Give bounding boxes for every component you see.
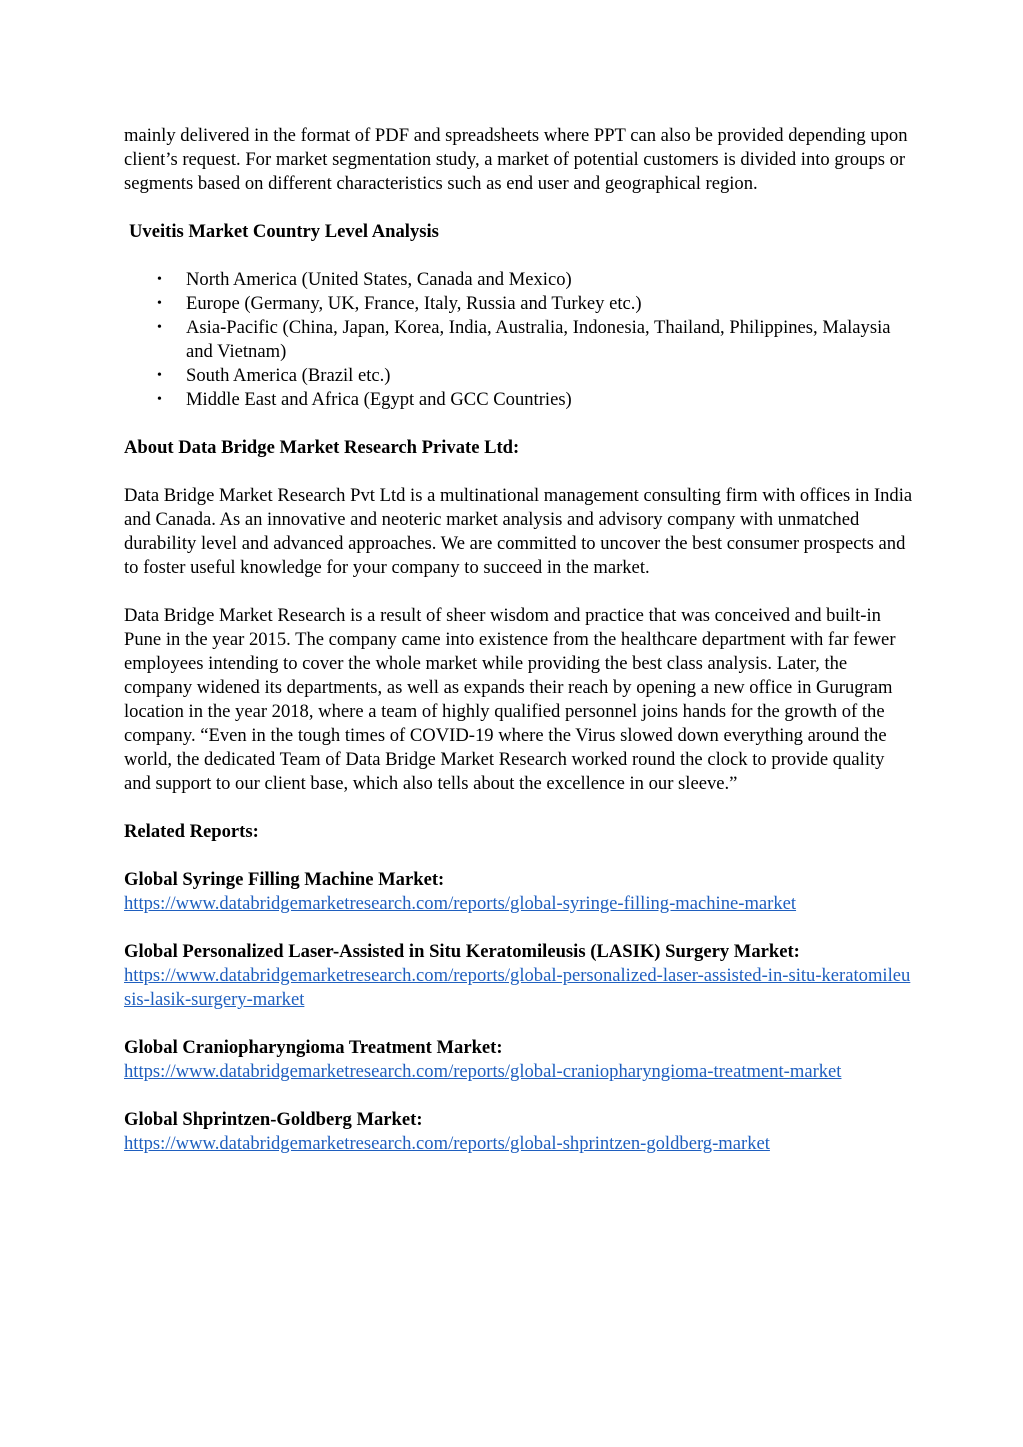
report-link[interactable]: https://www.databridgemarketresearch.com/reports/global-syringe-filling-machine-market bbox=[124, 893, 797, 914]
region-list bbox=[124, 268, 914, 412]
bullet-icon: • bbox=[157, 392, 162, 407]
report-title: Global Personalized Laser-Assisted in Situ Keratomileusis (LASIK) Surgery Market: bbox=[124, 941, 800, 962]
bullet-icon: • bbox=[157, 272, 162, 287]
about-heading: About Data Bridge Market Research Private Ltd: bbox=[124, 437, 520, 458]
list-item: • North America (United States, Canada and Mexico) bbox=[157, 269, 572, 290]
bullet-icon: • bbox=[157, 296, 162, 311]
about-paragraph-1: Data Bridge Market Research Pvt Ltd is a multinational management consulting firm with offices in India and Canada. As an innovative and neoteric market analysis and advisory company with unmatched durability level and advanced approaches. We are committed to uncover the best consumer prospects and to foster useful knowledge for your company to succeed in the market. bbox=[124, 485, 913, 578]
country-analysis-heading: Uveitis Market Country Level Analysis bbox=[129, 221, 439, 242]
list-item: • Middle East and Africa (Egypt and GCC Countries) bbox=[157, 389, 572, 410]
intro-paragraph: mainly delivered in the format of PDF and spreadsheets where PPT can also be provided depending upon client’s request. For market segmentation study, a market of potential customers is divided into groups or segments based on different characteristics such as end user and geographical region. bbox=[124, 125, 908, 194]
report-link[interactable]: https://www.databridgemarketresearch.com/reports/global-craniopharyngioma-treatment-market bbox=[124, 1061, 842, 1082]
related-report bbox=[124, 940, 914, 1012]
bullet-icon: • bbox=[157, 368, 162, 383]
about-paragraph-2: Data Bridge Market Research is a result of sheer wisdom and practice that was conceived and built-in Pune in the year 2015. The company came into existence from the healthcare department with far fewer employees intending to cover the whole market while providing the best class analysis. Later, the company widened its departments, as well as expands their reach by opening a new office in Gurugram location in the year 2018, where a team of highly qualified personnel joins hands for the growth of the company. “Even in the tough times of COVID-19 where the Virus slowed down everything around the world, the dedicated Team of Data Bridge Market Research worked round the clock to provide quality and support to our client base, which also tells about the excellence in our sleeve.” bbox=[124, 605, 896, 794]
list-item: • Europe (Germany, UK, France, Italy, Russia and Turkey etc.) bbox=[157, 293, 642, 314]
report-link[interactable]: https://www.databridgemarketresearch.com/reports/global-shprintzen-goldberg-market bbox=[124, 1133, 770, 1154]
list-item: • Asia-Pacific (China, Japan, Korea, India, Australia, Indonesia, Thailand, Philippines, Malaysia and Vietnam) bbox=[157, 317, 891, 362]
related-report bbox=[124, 1036, 914, 1084]
document-page bbox=[124, 124, 914, 1156]
list-item: • South America (Brazil etc.) bbox=[157, 365, 391, 386]
related-report bbox=[124, 1108, 914, 1156]
bullet-icon: • bbox=[157, 320, 162, 335]
report-link[interactable]: https://www.databridgemarketresearch.com/reports/global-personalized-laser-assisted-in-situ-keratomileusis-lasik-surgery-market bbox=[124, 965, 911, 1010]
report-title: Global Syringe Filling Machine Market: bbox=[124, 869, 445, 890]
report-title: Global Craniopharyngioma Treatment Market: bbox=[124, 1037, 503, 1058]
report-title: Global Shprintzen-Goldberg Market: bbox=[124, 1109, 423, 1130]
related-report bbox=[124, 868, 914, 916]
related-reports-heading: Related Reports: bbox=[124, 821, 259, 842]
